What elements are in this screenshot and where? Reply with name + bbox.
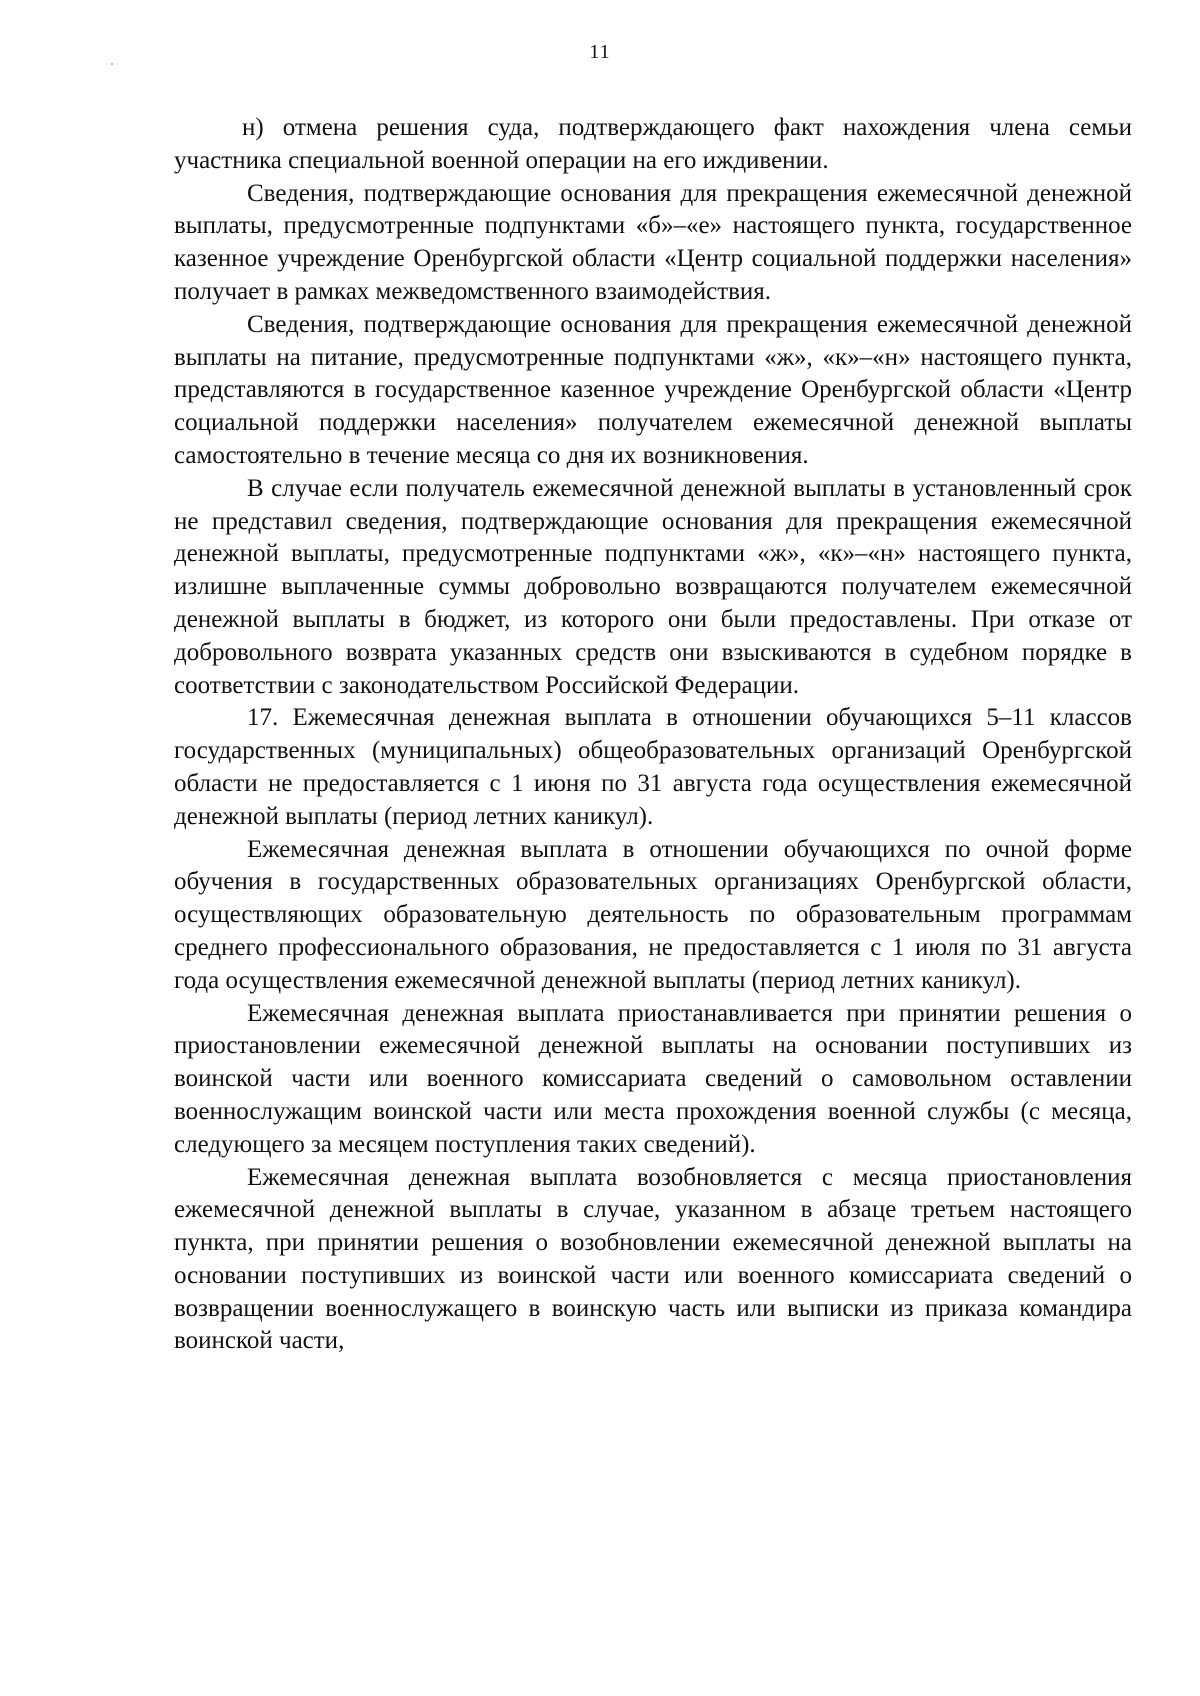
scan-speck <box>111 63 113 65</box>
paragraph-8: Ежемесячная денежная выплата возобновляется с месяца приостановления ежемесячной денежной выплаты в случае, указанном в абзаце третьем настоящего пункта, при принятии решения о возобновлении ежемесячной денежной выплаты на основании поступивших из воинской части или военного комиссариата сведений о возвращении военнослужащего в воинскую часть или выписки из приказа командира воинской части, <box>174 1163 1132 1355</box>
paragraph-7: Ежемесячная денежная выплата приостанавливается при принятии решения о приостановлении ежемесячной денежной выплаты на основании поступивших из воинской части или военного комиссариата сведений о самовольном оставлении военнослужащим воинской части или места прохождения военной службы (с месяца, следующего за месяцем поступления таких сведений). <box>174 999 1132 1158</box>
paragraph-2: Сведения, подтверждающие основания для прекращения ежемесячной денежной выплаты, предусмотренные подпунктами «б»–«е» настоящего пункта, государственное казенное учреждение Оренбургской области «Центр социальной поддержки населения» получает в рамках межведомственного взаимодействия. <box>174 179 1132 305</box>
paragraph-1: н) отмена решения суда, подтверждающего факт нахождения члена семьи участника специальной военной операции на его иждивении. <box>174 114 1132 174</box>
paragraph-3: Сведения, подтверждающие основания для прекращения ежемесячной денежной выплаты на питание, предусмотренные подпунктами «ж», «к»–«н» настоящего пункта, представляются в государственное казенное учреждение Оренбургской области «Центр социальной поддержки населения» получателем ежемесячной денежной выплаты самостоятельно в течение месяца со дня их возникновения. <box>174 310 1132 469</box>
page-number: 11 <box>589 41 611 63</box>
paragraph-6: Ежемесячная денежная выплата в отношении обучающихся по очной форме обучения в государственных образовательных организациях Оренбургской области, осуществляющих образовательную деятельность по образовательным программам среднего профессионального образования, не предоставляется с 1 июля по 31 августа года осуществления ежемесячной денежной выплаты (период летних каникул). <box>174 835 1132 994</box>
document-body <box>174 112 1132 1358</box>
paragraph-5: 17. Ежемесячная денежная выплата в отношении обучающихся 5–11 классов государственных (муниципальных) общеобразовательных организаций Оренбургской области не предоставляется с 1 июня по 31 августа года осуществления ежемесячной денежной выплаты (период летних каникул). <box>174 704 1132 830</box>
paragraph-4: В случае если получатель ежемесячной денежной выплаты в установленный срок не представил сведения, подтверждающие основания для прекращения ежемесячной денежной выплаты, предусмотренные подпунктами «ж», «к»–«н» настоящего пункта, излишне выплаченные суммы добровольно возвращаются получателем ежемесячной денежной выплаты в бюджет, из которого они были предоставлены. При отказе от добровольного возврата указанных средств они взыскиваются в судебном порядке в соответствии с законодательством Российской Федерации. <box>174 474 1132 699</box>
